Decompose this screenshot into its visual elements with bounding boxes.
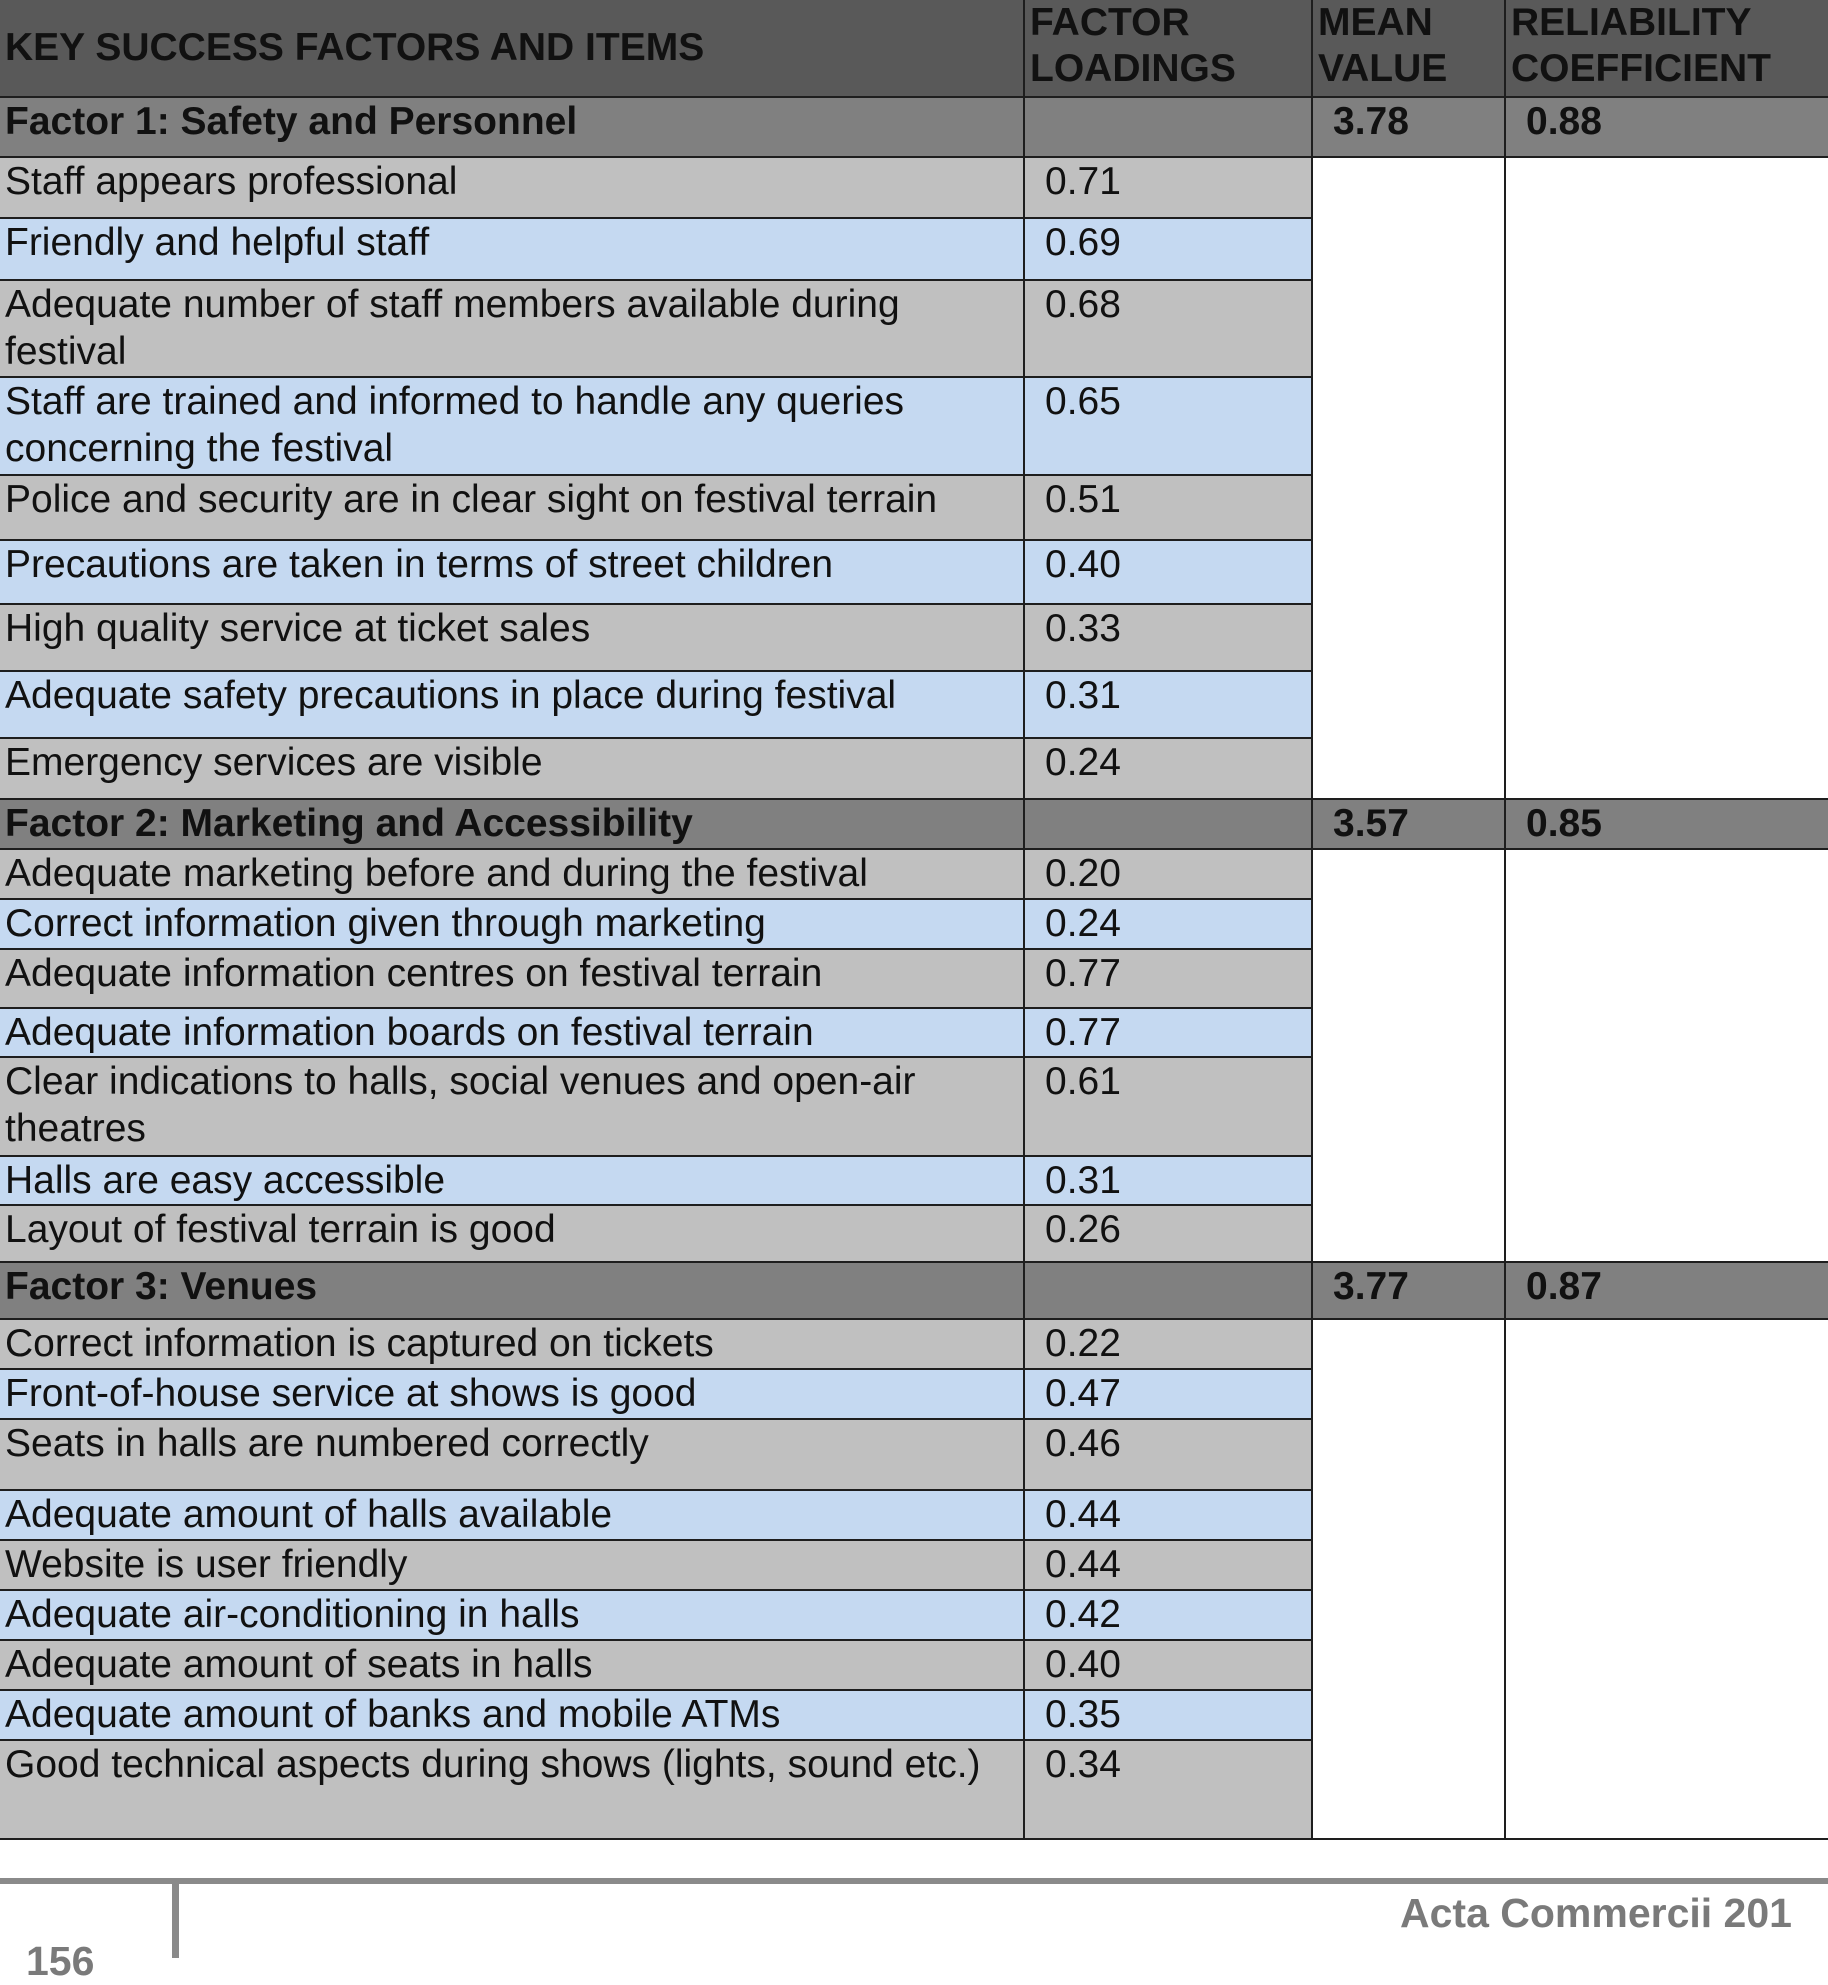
factor-loading-blank [1024,97,1312,157]
mean-blank-cell [1312,157,1505,799]
header-items: KEY SUCCESS FACTORS AND ITEMS [0,0,1024,97]
factor-loading-blank [1024,1262,1312,1319]
mean-blank-cell [1312,849,1505,1262]
item-loading: 0.71 [1024,157,1312,218]
item-label: Police and security are in clear sight on festival terrain [0,475,1024,540]
factor-reliability: 0.88 [1505,97,1828,157]
factor-reliability: 0.85 [1505,799,1828,849]
footer-rule [0,1878,1828,1884]
item-label: Adequate safety precautions in place during festival [0,671,1024,738]
item-label: Adequate amount of seats in halls [0,1640,1024,1690]
header-row [0,0,1828,97]
header-mean-value: MEAN VALUE [1312,0,1505,97]
item-loading: 0.46 [1024,1419,1312,1490]
reliability-blank-cell [1505,157,1828,799]
item-label: Friendly and helpful staff [0,218,1024,280]
item-loading: 0.20 [1024,849,1312,899]
item-loading: 0.44 [1024,1490,1312,1540]
factor-row [0,1262,1828,1319]
header-factor-loadings: FACTOR LOADINGS [1024,0,1312,97]
item-label: Adequate information centres on festival terrain [0,949,1024,1008]
item-loading: 0.33 [1024,604,1312,671]
item-label: Adequate marketing before and during the festival [0,849,1024,899]
reliability-blank-cell [1505,1319,1828,1839]
item-label: Emergency services are visible [0,738,1024,799]
factor-mean: 3.57 [1312,799,1505,849]
factor-title: Factor 3: Venues [0,1262,1024,1319]
factor-title: Factor 2: Marketing and Accessibility [0,799,1024,849]
header-reliability-coefficient: RELIABILITY COEFFICIENT [1505,0,1828,97]
item-loading: 0.24 [1024,899,1312,949]
factor-title: Factor 1: Safety and Personnel [0,97,1024,157]
item-label: Clear indications to halls, social venues and open-air theatres [0,1057,1024,1156]
item-loading: 0.68 [1024,280,1312,377]
item-loading: 0.34 [1024,1740,1312,1839]
factor-reliability: 0.87 [1505,1262,1828,1319]
factor-row [0,799,1828,849]
item-loading: 0.77 [1024,1008,1312,1057]
item-loading: 0.26 [1024,1205,1312,1262]
item-label: Front-of-house service at shows is good [0,1369,1024,1419]
factor-row [0,97,1828,157]
factor-mean: 3.77 [1312,1262,1505,1319]
page-footer [0,1878,1828,1984]
item-label: Layout of festival terrain is good [0,1205,1024,1262]
item-loading: 0.65 [1024,377,1312,475]
item-loading: 0.42 [1024,1590,1312,1640]
item-loading: 0.22 [1024,1319,1312,1369]
factor-loading-blank [1024,799,1312,849]
item-loading: 0.40 [1024,1640,1312,1690]
item-label: High quality service at ticket sales [0,604,1024,671]
item-row [0,157,1828,218]
item-label: Seats in halls are numbered correctly [0,1419,1024,1490]
item-loading: 0.47 [1024,1369,1312,1419]
factor-mean: 3.78 [1312,97,1505,157]
item-label: Correct information is captured on tickets [0,1319,1024,1369]
item-loading: 0.24 [1024,738,1312,799]
item-loading: 0.69 [1024,218,1312,280]
item-loading: 0.77 [1024,949,1312,1008]
item-label: Website is user friendly [0,1540,1024,1590]
item-loading: 0.40 [1024,540,1312,604]
item-label: Staff appears professional [0,157,1024,218]
item-loading: 0.51 [1024,475,1312,540]
item-loading: 0.61 [1024,1057,1312,1156]
item-label: Adequate amount of halls available [0,1490,1024,1540]
item-loading: 0.44 [1024,1540,1312,1590]
footer-divider [172,1884,179,1958]
page-number: 156 [26,1938,95,1984]
journal-title: Acta Commercii 201 [1400,1890,1792,1936]
item-label: Adequate air-conditioning in halls [0,1590,1024,1640]
item-loading: 0.31 [1024,1156,1312,1205]
reliability-blank-cell [1505,849,1828,1262]
item-label: Adequate information boards on festival terrain [0,1008,1024,1057]
item-label: Adequate amount of banks and mobile ATMs [0,1690,1024,1740]
item-label: Correct information given through marketing [0,899,1024,949]
item-label: Good technical aspects during shows (lights, sound etc.) [0,1740,1024,1839]
mean-blank-cell [1312,1319,1505,1839]
item-label: Halls are easy accessible [0,1156,1024,1205]
item-label: Staff are trained and informed to handle any queries concerning the festival [0,377,1024,475]
item-row [0,849,1828,899]
item-label: Precautions are taken in terms of street children [0,540,1024,604]
item-loading: 0.35 [1024,1690,1312,1740]
item-row [0,1319,1828,1369]
item-loading: 0.31 [1024,671,1312,738]
item-label: Adequate number of staff members available during festival [0,280,1024,377]
